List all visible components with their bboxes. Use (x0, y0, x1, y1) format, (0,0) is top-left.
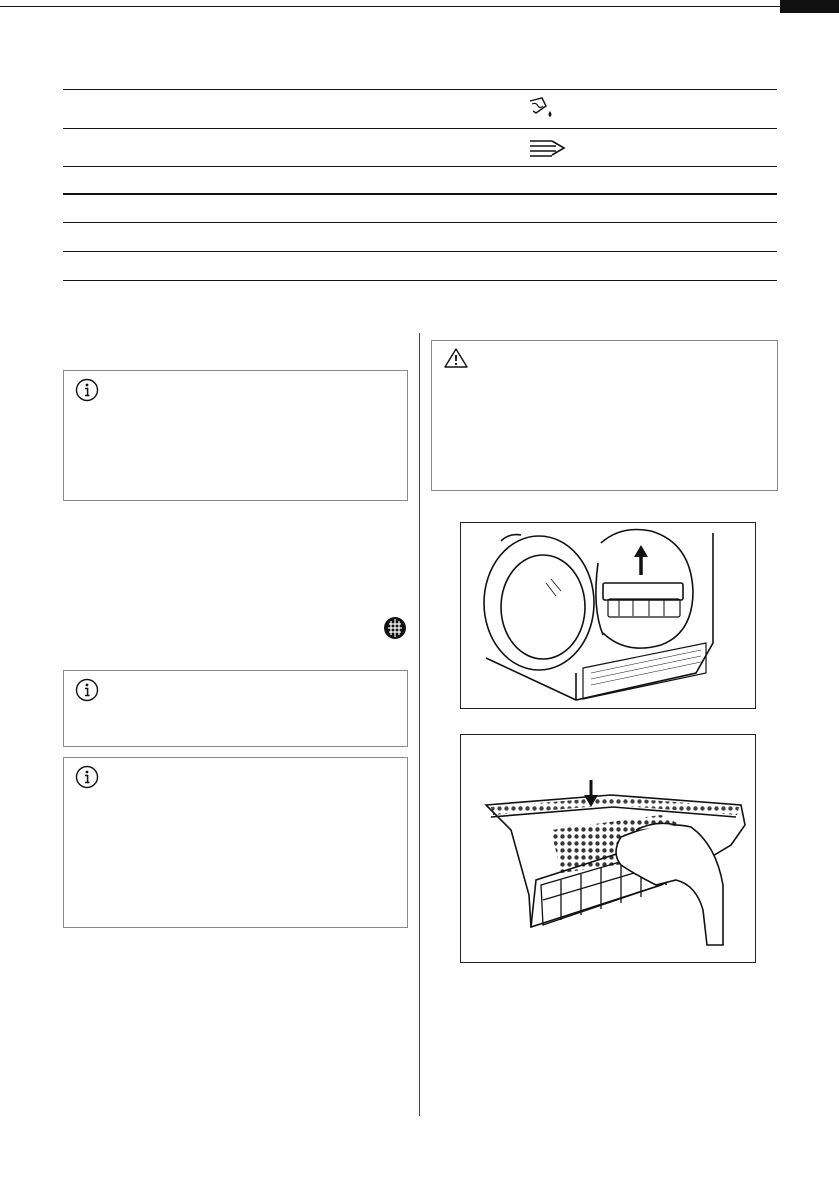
column-divider (419, 333, 420, 1116)
filter-illustration (461, 735, 755, 962)
info-note (63, 757, 408, 928)
info-note (63, 370, 408, 501)
filter-mesh-icon (383, 616, 407, 645)
info-icon (75, 678, 99, 707)
table-row (63, 129, 777, 167)
warning-triangle-icon (443, 347, 469, 374)
table-row (63, 195, 777, 223)
table-row (63, 252, 777, 281)
page-header-rule (0, 0, 839, 14)
info-icon (75, 378, 99, 407)
dryer-illustration (461, 523, 755, 708)
pour-water-icon (526, 94, 556, 125)
header-thick-tab (780, 0, 839, 13)
info-icon (75, 765, 99, 794)
figure-open-filter (460, 734, 756, 963)
table-row (63, 167, 777, 195)
table-row (63, 223, 777, 252)
airflow-icon (526, 137, 570, 164)
table-row (63, 90, 777, 129)
figure-remove-filter (460, 522, 756, 709)
warning-note (431, 340, 778, 491)
info-note (63, 670, 408, 747)
header-thin-rule (0, 6, 780, 7)
